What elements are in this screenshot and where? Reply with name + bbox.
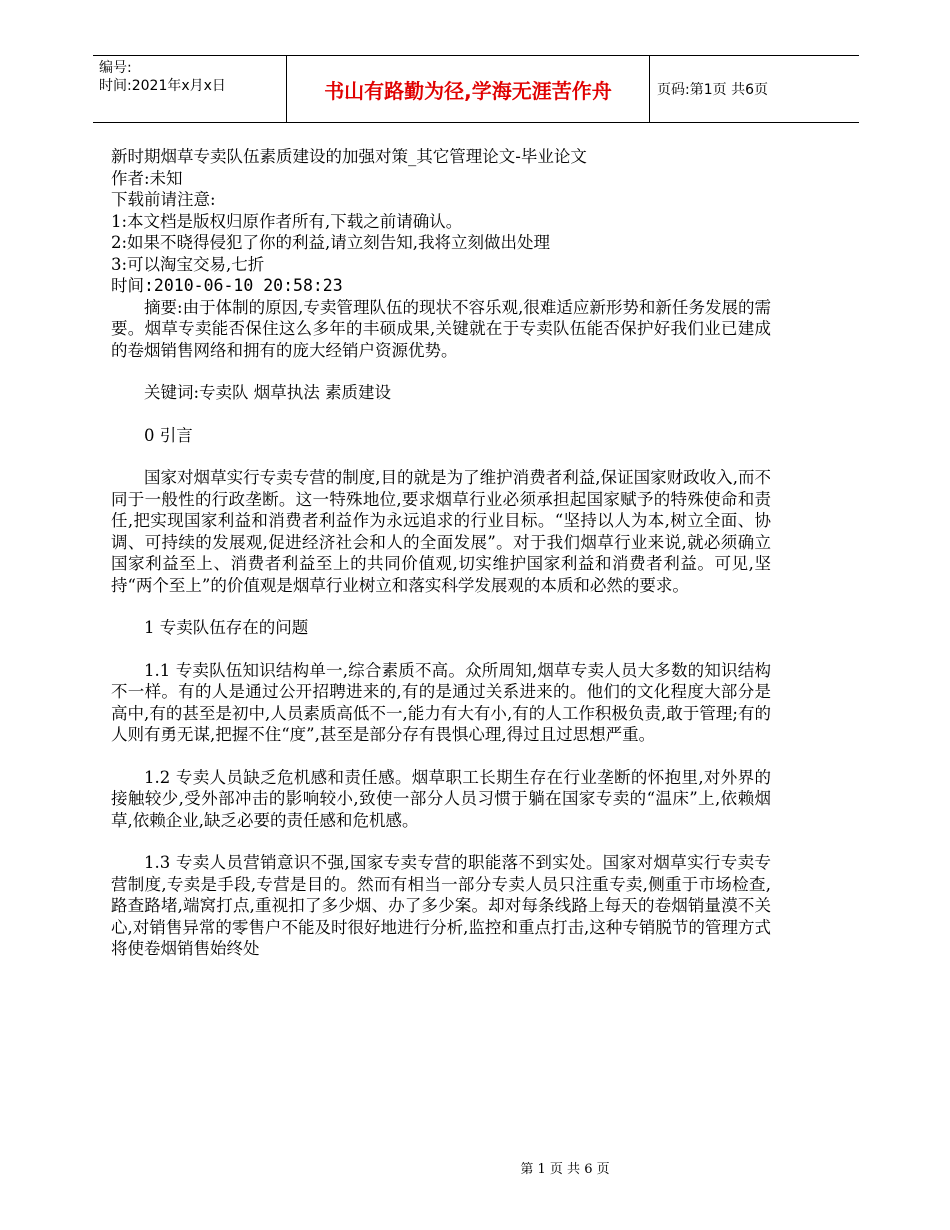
- header-number-label: 编号:: [99, 60, 132, 76]
- notice-item-3: 3:可以淘宝交易,七折: [111, 254, 265, 274]
- header-meta: [99, 59, 226, 95]
- section-1-3-paragraph: 1.3 专卖人员营销意识不强,国家专卖专营的职能落不到实处。国家对烟草实行专卖专营制度,专卖是手段,专营是目的。然而有相当一部分专卖人员只注重专卖,侧重于市场检查,路查路堵,端窝打点,重视扣了多少烟、办了多少案。却对每条线路上每天的卷烟销量漠不关心,对销售异常的零售户不能及时很好地进行分析,监控和重点打击,这种专销脱节的管理方式将使卷烟销售始终处: [111, 853, 771, 958]
- section-1-2-paragraph: 1.2 专卖人员缺乏危机感和责任感。烟草职工长期生存在行业垄断的怀抱里,对外界的接触较少,受外部冲击的影响较小,致使一部分人员习惯于躺在国家专卖的“温床”上,依赖烟草,依赖企业,缺乏必要的责任感和危机感。: [111, 767, 771, 830]
- header-date-label: 时间:2021年x月x日: [99, 78, 226, 94]
- document-time: 时间:2010-06-10 20:58:23: [111, 276, 343, 295]
- page-header: [93, 55, 859, 123]
- notice-item-1: 1:本文档是版权归原作者所有,下载之前请确认。: [111, 211, 463, 231]
- section-1-heading: 1 专卖队伍存在的问题: [144, 618, 309, 637]
- header-page-info: 页码:第1页 共6页: [657, 82, 768, 98]
- document-title: 新时期烟草专卖队伍素质建设的加强对策_其它管理论文-毕业论文: [111, 147, 587, 166]
- keywords-line: 关键词:专卖队 烟草执法 素质建设: [144, 383, 392, 402]
- abstract-paragraph: 摘要:由于体制的原因,专卖管理队伍的现状不容乐观,很难适应新形势和新任务发展的需要。烟草专卖能否保住这么多年的丰硕成果,关键就在于专卖队伍能否保护好我们业已建成的卷烟销售网络和拥有的庞大经销户资源优势。: [111, 297, 771, 360]
- section-0-paragraph: 国家对烟草实行专卖专营的制度,目的就是为了维护消费者利益,保证国家财政收入,而不同于一般性的行政垄断。这一特殊地位,要求烟草行业必须承担起国家赋予的特殊使命和责任,把实现国家利益和消费者利益作为永远追求的行业目标。“坚持以人为本,树立全面、协调、可持续的发展观,促进经济社会和人的全面发展”。对于我们烟草行业来说,就必须确立国家利益至上、消费者利益至上的共同价值观,切实维护国家利益和消费者利益。可见,坚持“两个至上”的价值观是烟草行业树立和落实科学发展观的本质和必然的要求。: [111, 468, 771, 595]
- document-body: [111, 146, 771, 960]
- notice-title: 下载前请注意:: [111, 190, 216, 209]
- section-0-heading: 0 引言: [144, 425, 193, 445]
- page-footer: 第 1 页 共 6 页: [520, 1162, 610, 1177]
- notice-item-2: 2:如果不晓得侵犯了你的利益,请立刻告知,我将立刻做出处理: [111, 233, 551, 252]
- header-motto: 书山有路勤为径,学海无涯苦作舟: [286, 56, 650, 122]
- section-1-1-paragraph: 1.1 专卖队伍知识结构单一,综合素质不高。众所周知,烟草专卖人员大多数的知识结构不一样。有的人是通过公开招聘进来的,有的是通过关系进来的。他们的文化程度大部分是高中,有的甚至是初中,人员素质高低不一,能力有大有小,有的人工作积极负责,敢于管理;有的人则有勇无谋,把握不住“度”,甚至是部分存有畏惧心理,得过且过思想严重。: [111, 660, 771, 744]
- document-author: 作者:未知: [111, 168, 183, 188]
